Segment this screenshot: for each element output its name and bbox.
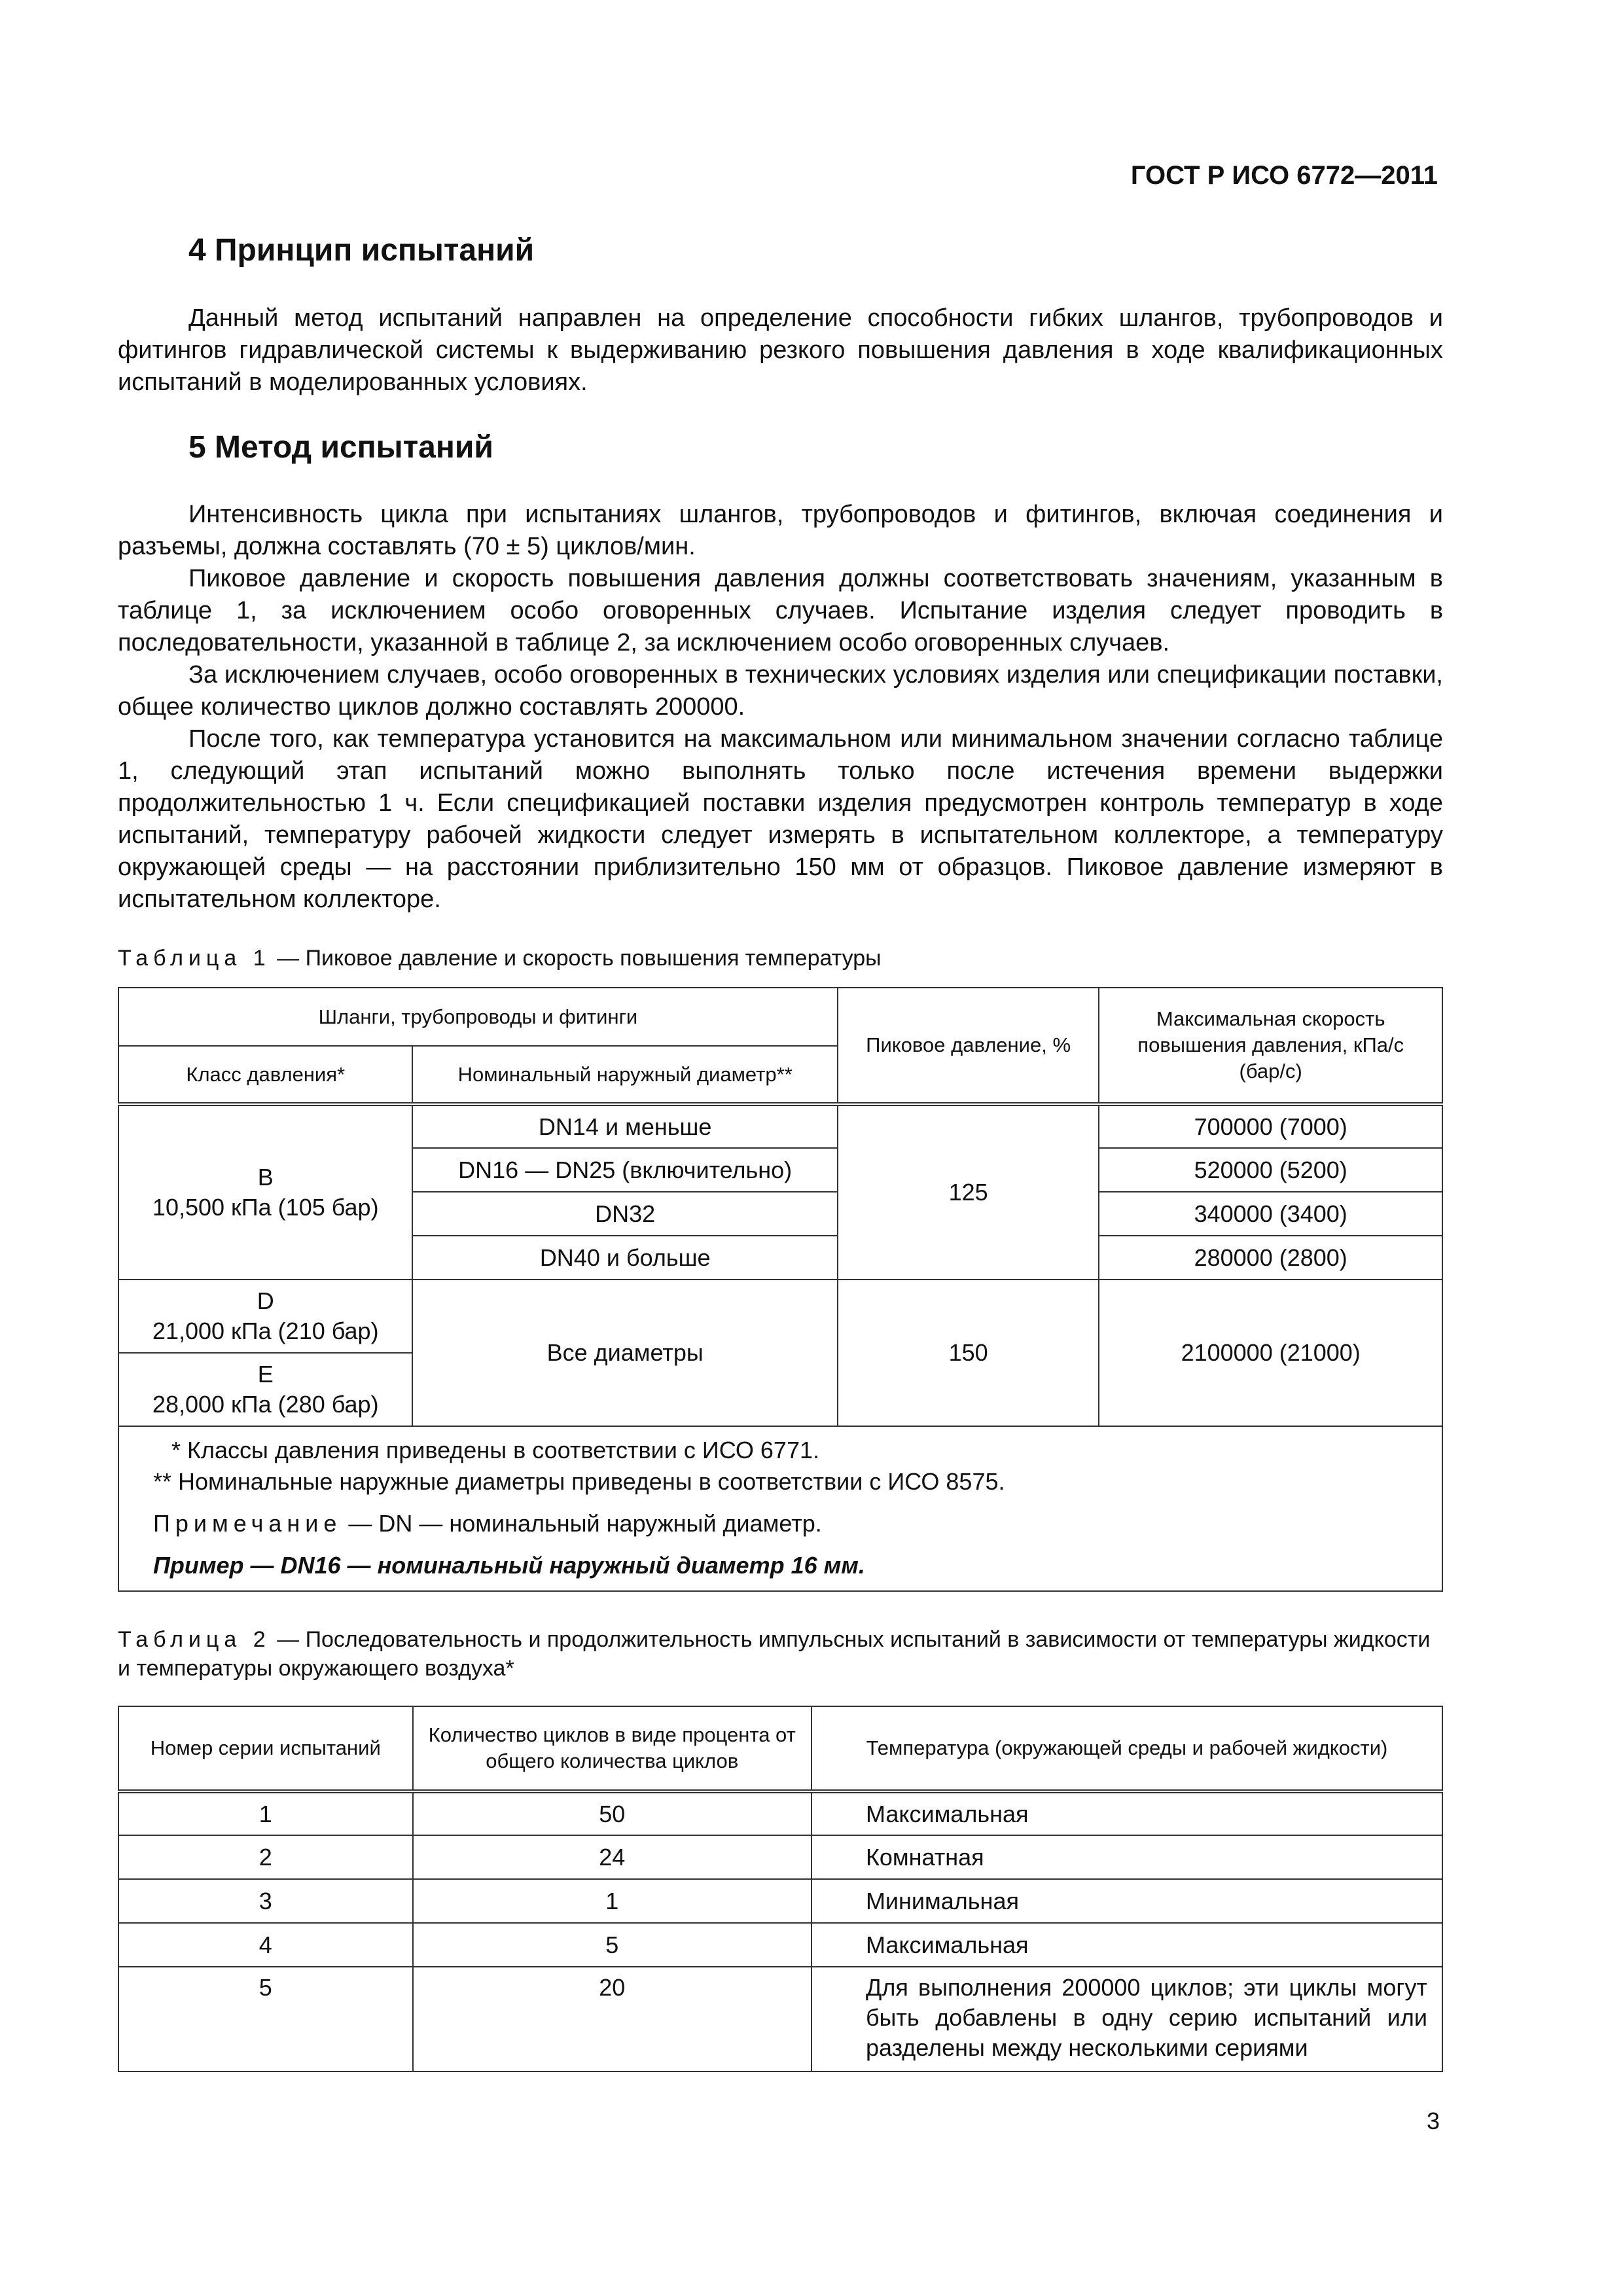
table-row: [118, 1791, 1442, 1835]
rate-cell: 280000 (2800): [1099, 1236, 1442, 1280]
temperature-cell: Комнатная: [812, 1835, 1442, 1879]
table-header-rate: Максимальная скорость повышения давления, кПа/с (бар/с): [1099, 988, 1442, 1104]
series-cell: 5: [118, 1967, 413, 2072]
paragraph: После того, как температура установится на максимальном или минимальном значении согласно таблице 1, следующий этап испытаний можно выполнять только после истечения времени выдержки продолжительностью 1 ч. Если спецификацией поставки изделия предусмотрен контроль температур в ходе испытаний, температуру рабочей жидкости следует измерять в испытательном коллекторе, а температуру окружающей среды — на расстоянии приблизительно 150 мм от образцов. Пиковое давление измеряют в испытательном коллекторе.: [118, 725, 1443, 913]
temperature-cell: Для выполнения 200000 циклов; эти циклы могут быть добавлены в одну серию испытаний или разделены между несколькими сериями: [812, 1967, 1442, 2072]
cycles-cell: 50: [413, 1791, 812, 1835]
peak-cell: 125: [838, 1104, 1099, 1280]
section-5-text: [118, 499, 1443, 916]
temperature-cell: Максимальная: [812, 1923, 1442, 1967]
table-header-series: Номер серии испытаний: [118, 1706, 413, 1791]
section-4-title: 4 Принцип испытаний: [188, 233, 535, 268]
series-cell: 1: [118, 1791, 413, 1835]
table-header-class: Класс давления*: [118, 1046, 412, 1104]
temperature-cell: Минимальная: [812, 1879, 1442, 1923]
section-5-title: 5 Метод испытаний: [188, 430, 493, 465]
table-note: Примечание — DN — номинальный наружный диаметр.: [153, 1510, 822, 1537]
diameter-cell: DN16 — DN25 (включительно): [412, 1148, 837, 1192]
class-d-cell: D 21,000 кПа (210 бар): [118, 1280, 412, 1353]
table-2-caption: Таблица 2 — Последовательность и продолжительность импульсных испытаний в зависимости от температуры жидкости и температуры окружающего воздуха*: [118, 1627, 1431, 1681]
paragraph: Интенсивность цикла при испытаниях шлангов, трубопроводов и фитингов, включая соединения и разъемы, должна составлять (70 ± 5) циклов/мин.: [118, 501, 1443, 560]
cycles-cell: 20: [413, 1967, 812, 2072]
table-row: [118, 1967, 1442, 2072]
table-row: [118, 1923, 1442, 1967]
rate-cell: 2100000 (21000): [1099, 1280, 1442, 1426]
table-row: [118, 1280, 1442, 1353]
footnote: * Классы давления приведены в соответствии с ИСО 6771.: [171, 1437, 819, 1463]
cycles-cell: 5: [413, 1923, 812, 1967]
footnote: ** Номинальные наружные диаметры приведены в соответствии с ИСО 8575.: [153, 1468, 1005, 1495]
paragraph: Пиковое давление и скорость повышения давления должны соответствовать значениям, указанным в таблице 1, за исключением особо оговоренных случаев. Испытание изделия следует проводить в последовательности, указанной в таблице 2, за исключением особо оговоренных случаев.: [118, 565, 1443, 656]
table-header-peak: Пиковое давление, %: [838, 988, 1099, 1104]
table-1-footnotes: [118, 1426, 1442, 1591]
rate-cell: 520000 (5200): [1099, 1148, 1442, 1192]
rate-cell: 340000 (3400): [1099, 1192, 1442, 1236]
table-header-group: Шланги, трубопроводы и фитинги: [118, 988, 838, 1046]
table-header-diameter: Номинальный наружный диаметр**: [412, 1046, 837, 1104]
table-header-cycles: Количество циклов в виде процента от общего количества циклов: [413, 1706, 812, 1791]
series-cell: 2: [118, 1835, 413, 1879]
diameter-cell: DN32: [412, 1192, 837, 1236]
class-b-cell: B 10,500 кПа (105 бар): [118, 1104, 412, 1280]
temperature-cell: Максимальная: [812, 1791, 1442, 1835]
series-cell: 3: [118, 1879, 413, 1923]
table-1: [118, 987, 1443, 1592]
section-4-text: Данный метод испытаний направлен на определение способности гибких шлангов, трубопроводов и фитингов гидравлической системы к выдерживанию резкого повышения давления в ходе квалификационных испытаний в моделированных условиях.: [118, 304, 1443, 396]
diameter-cell: DN14 и меньше: [412, 1104, 837, 1148]
table-1-caption: Таблица 1 — Пиковое давление и скорость повышения температуры: [118, 946, 882, 971]
diameter-cell: Все диаметры: [412, 1280, 837, 1426]
paragraph: За исключением случаев, особо оговоренных в технических условиях изделия или спецификации поставки, общее количество циклов должно составлять 200000.: [118, 661, 1443, 721]
cycles-cell: 1: [413, 1879, 812, 1923]
class-e-cell: E 28,000 кПа (280 бар): [118, 1353, 412, 1426]
rate-cell: 700000 (7000): [1099, 1104, 1442, 1148]
table-row: [118, 1835, 1442, 1879]
table-header-temperature: Температура (окружающей среды и рабочей жидкости): [812, 1706, 1442, 1791]
document-code: ГОСТ Р ИСО 6772—2011: [1130, 161, 1438, 190]
table-row: [118, 1879, 1442, 1923]
peak-cell: 150: [838, 1280, 1099, 1426]
table-row: [118, 1104, 1442, 1148]
diameter-cell: DN40 и больше: [412, 1236, 837, 1280]
series-cell: 4: [118, 1923, 413, 1967]
page-number: 3: [1426, 2108, 1440, 2134]
cycles-cell: 24: [413, 1835, 812, 1879]
table-2: [118, 1706, 1443, 2072]
table-example: Пример — DN16 — номинальный наружный диаметр 16 мм.: [153, 1552, 865, 1579]
